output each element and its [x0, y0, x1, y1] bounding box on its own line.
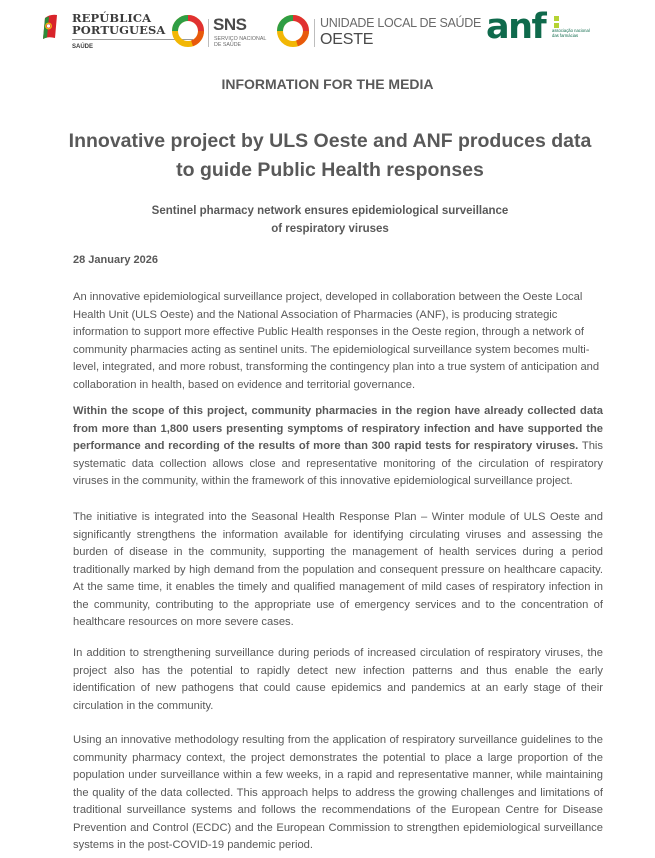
subtitle-line-2: of respiratory viruses	[271, 223, 389, 235]
sns-title: SNS	[213, 15, 247, 34]
uls-ring-icon	[277, 15, 309, 47]
paragraph-data-collection	[73, 403, 603, 491]
paragraph-highlight: Within the scope of this project, community pharmacies in the region have already collected data from more than 1,800 users presenting symptoms of respiratory infection and have supported the performance and recording of the results of more than 300 rapid tests for respiratory viruses.	[73, 405, 603, 452]
republica-portuguesa-wordmark	[72, 12, 165, 36]
sns-ring-icon	[172, 15, 204, 47]
rp-saude-label: SAÚDE	[72, 44, 94, 50]
republica-portuguesa-logo	[42, 11, 166, 54]
anf-wordmark: anf	[486, 7, 546, 47]
paragraph-early-detection: In addition to strengthening surveillance during periods of increased circulation of respiratory viruses, the project also has the potential to rapidly detect new infection patterns and thus enable the early identification of new pathogens that could cause epidemics and pandemics at an early stage of their circulation in the community.	[73, 647, 603, 712]
sns-divider	[208, 19, 209, 47]
document-date: 28 January 2026	[73, 254, 159, 266]
sns-logo	[172, 15, 277, 55]
portugal-flag-icon	[42, 14, 58, 40]
anf-dot-icon	[554, 16, 559, 21]
document-title: Innovative project by ULS Oeste and ANF produces data to guide Public Health responses	[68, 130, 592, 181]
subtitle-line-1: Sentinel pharmacy network ensures epidemiological surveillance	[151, 205, 509, 217]
anf-logo	[486, 7, 590, 54]
paragraph-initiative: The initiative is integrated into the Seasonal Health Response Plan – Winter module of ULS Oeste and significantly strengthens the information available for identifying circulating viruses and assessing the burden of disease in the community, supporting the management of health services during a period traditionally marked by high demand from the population and consequent pressure on healthcare capacity. At the same time, it enables the timely and qualified management of mild cases of respiratory infection in the community, contributing to the appropriate use of emergency services and to the concentration of healthcare resources on more severe cases.	[73, 511, 603, 628]
uls-oeste-logo	[277, 15, 482, 55]
uls-divider	[314, 19, 315, 47]
uls-bottom-label: OESTE	[320, 31, 374, 48]
paragraph-intro: An innovative epidemiological surveillance project, developed in collaboration between the Oeste Local Health Unit (ULS Oeste) and the National Association of Pharmacies (ANF), is producing strategic information to support more effective Public Health responses in the Oeste region, through a network of community pharmacies acting as sentinel units. The epidemiological surveillance system becomes multi-level, integrated, and more robust, transforming the contingency plan into a true system of anticipation and collaboration in health, based on evidence and territorial governance.	[73, 291, 600, 391]
document-kicker: INFORMATION FOR THE MEDIA	[221, 76, 434, 92]
paragraph-methodology: Using an innovative methodology resulting from the application of respiratory surveillance guidelines to the community pharmacy context, the project demonstrates the potential to place a large proportion of the population under surveillance within a few weeks, in a rapid and representative manner, while maintaining the quality of the data collected. This approach helps to address the growing challenges and limitations of traditional surveillance systems and follows the recommendations of the European Centre for Disease Prevention and Control (ECDC) and the European Commission to strengthen epidemiological surveillance systems in the post-COVID-19 pandemic period.	[73, 734, 603, 851]
anf-subtitle: associação nacional das farmácias	[552, 28, 590, 38]
rp-line1: REPÚBLICA	[72, 11, 152, 25]
logo-header	[0, 0, 655, 62]
rp-line2: PORTUGUESA	[72, 23, 166, 37]
uls-top-label: UNIDADE LOCAL DE SAÚDE	[320, 16, 482, 30]
sns-subtitle: SERVIÇO NACIONAL DE SAÚDE	[214, 36, 267, 48]
paragraph-continuation: This systematic data collection allows close and representative monitoring of the circulation of respiratory viruses in the community, within the framework of this innovative epidemiological surveillance project.	[73, 440, 603, 487]
document-subtitle	[60, 202, 600, 238]
